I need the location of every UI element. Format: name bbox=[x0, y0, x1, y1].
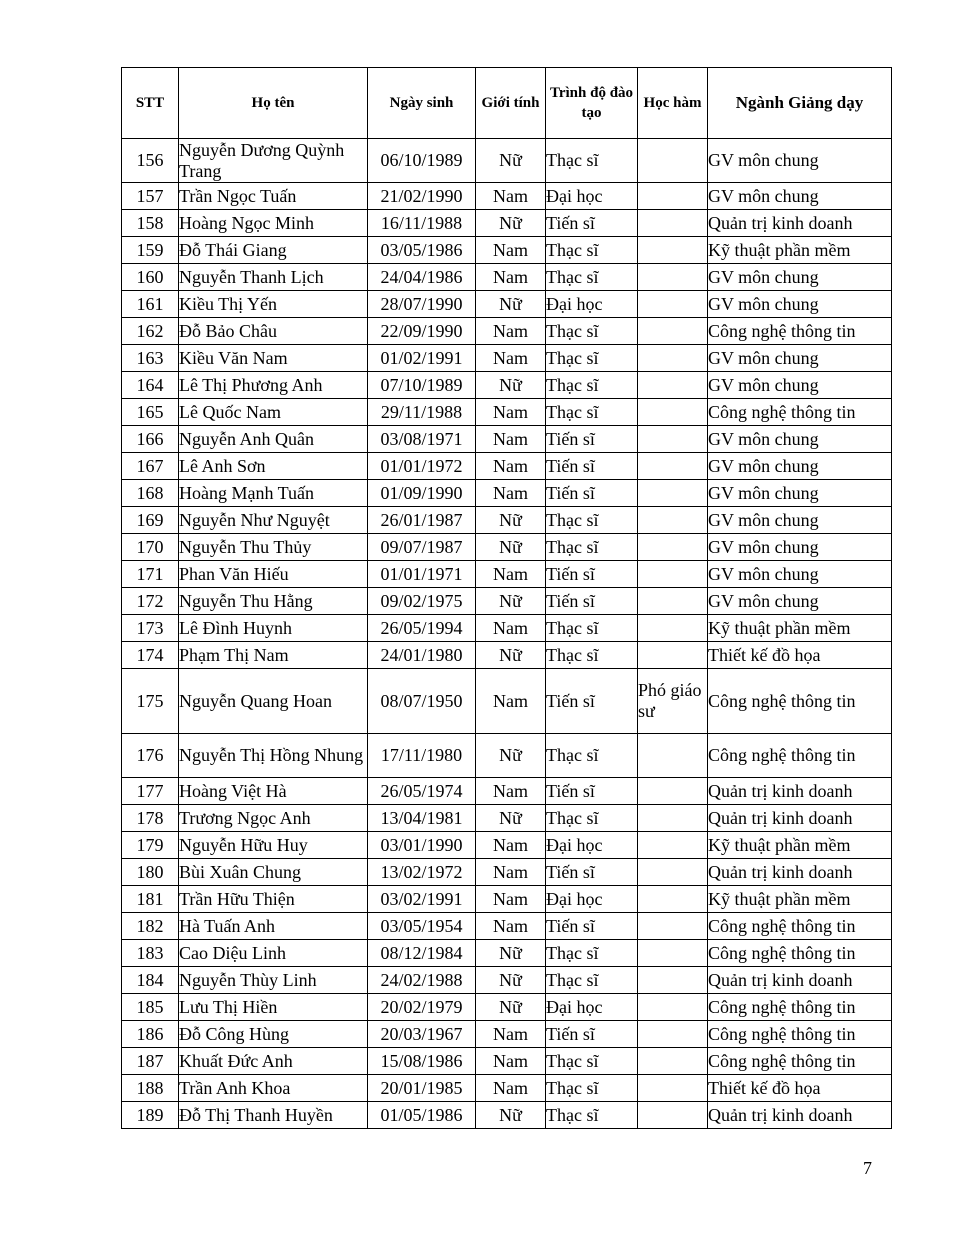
table-row bbox=[122, 318, 892, 345]
cell-title bbox=[638, 480, 708, 507]
cell-dob: 16/11/1988 bbox=[368, 210, 476, 237]
cell-stt: 161 bbox=[122, 291, 179, 318]
cell-dob: 28/07/1990 bbox=[368, 291, 476, 318]
cell-stt: 166 bbox=[122, 426, 179, 453]
cell-stt: 180 bbox=[122, 859, 179, 886]
cell-gender: Nam bbox=[476, 426, 546, 453]
cell-name: Nguyễn Thu Thủy bbox=[179, 534, 368, 561]
cell-stt: 189 bbox=[122, 1102, 179, 1129]
cell-name: Cao Diệu Linh bbox=[179, 940, 368, 967]
table-row bbox=[122, 669, 892, 734]
cell-gender: Nam bbox=[476, 318, 546, 345]
table-row bbox=[122, 1048, 892, 1075]
cell-degree: Tiến sĩ bbox=[546, 453, 638, 480]
cell-gender: Nam bbox=[476, 237, 546, 264]
cell-major: Thiết kế đồ họa bbox=[708, 642, 892, 669]
cell-dob: 01/09/1990 bbox=[368, 480, 476, 507]
header-major: Ngành Giảng dạy bbox=[708, 68, 892, 139]
table-row bbox=[122, 734, 892, 778]
table-row bbox=[122, 859, 892, 886]
cell-dob: 13/04/1981 bbox=[368, 805, 476, 832]
cell-major: GV môn chung bbox=[708, 534, 892, 561]
table-row bbox=[122, 1021, 892, 1048]
cell-degree: Thạc sĩ bbox=[546, 372, 638, 399]
cell-major: Quản trị kinh doanh bbox=[708, 778, 892, 805]
page-number: 7 bbox=[863, 1158, 872, 1178]
cell-stt: 172 bbox=[122, 588, 179, 615]
cell-major: Công nghệ thông tin bbox=[708, 994, 892, 1021]
cell-title bbox=[638, 859, 708, 886]
cell-name: Trần Hữu Thiện bbox=[179, 886, 368, 913]
cell-major: GV môn chung bbox=[708, 139, 892, 183]
cell-gender: Nam bbox=[476, 399, 546, 426]
cell-stt: 186 bbox=[122, 1021, 179, 1048]
cell-stt: 187 bbox=[122, 1048, 179, 1075]
cell-title bbox=[638, 805, 708, 832]
cell-name: Nguyễn Thu Hằng bbox=[179, 588, 368, 615]
table-row bbox=[122, 291, 892, 318]
header-gender: Giới tính bbox=[476, 68, 546, 139]
cell-dob: 01/05/1986 bbox=[368, 1102, 476, 1129]
cell-degree: Thạc sĩ bbox=[546, 1075, 638, 1102]
cell-dob: 03/05/1954 bbox=[368, 913, 476, 940]
cell-gender: Nữ bbox=[476, 994, 546, 1021]
cell-degree: Thạc sĩ bbox=[546, 1102, 638, 1129]
cell-gender: Nữ bbox=[476, 805, 546, 832]
cell-stt: 179 bbox=[122, 832, 179, 859]
cell-degree: Tiến sĩ bbox=[546, 561, 638, 588]
cell-name: Kiều Thị Yến bbox=[179, 291, 368, 318]
cell-title bbox=[638, 940, 708, 967]
cell-stt: 184 bbox=[122, 967, 179, 994]
cell-major: Công nghệ thông tin bbox=[708, 1048, 892, 1075]
table-row bbox=[122, 561, 892, 588]
cell-degree: Thạc sĩ bbox=[546, 139, 638, 183]
cell-title bbox=[638, 372, 708, 399]
cell-dob: 06/10/1989 bbox=[368, 139, 476, 183]
table-row bbox=[122, 615, 892, 642]
cell-degree: Thạc sĩ bbox=[546, 399, 638, 426]
cell-dob: 01/01/1971 bbox=[368, 561, 476, 588]
cell-stt: 163 bbox=[122, 345, 179, 372]
cell-stt: 158 bbox=[122, 210, 179, 237]
cell-title bbox=[638, 1021, 708, 1048]
cell-name: Kiều Văn Nam bbox=[179, 345, 368, 372]
table-row bbox=[122, 778, 892, 805]
cell-gender: Nam bbox=[476, 886, 546, 913]
cell-gender: Nam bbox=[476, 345, 546, 372]
table-row bbox=[122, 399, 892, 426]
cell-dob: 03/02/1991 bbox=[368, 886, 476, 913]
cell-name: Nguyễn Thùy Linh bbox=[179, 967, 368, 994]
cell-gender: Nữ bbox=[476, 940, 546, 967]
cell-title: Phó giáo sư bbox=[638, 669, 708, 734]
cell-degree: Đại học bbox=[546, 832, 638, 859]
cell-dob: 17/11/1980 bbox=[368, 734, 476, 778]
cell-title bbox=[638, 453, 708, 480]
header-dob: Ngày sinh bbox=[368, 68, 476, 139]
cell-stt: 156 bbox=[122, 139, 179, 183]
cell-title bbox=[638, 886, 708, 913]
table-row bbox=[122, 642, 892, 669]
cell-gender: Nữ bbox=[476, 372, 546, 399]
cell-name: Trương Ngọc Anh bbox=[179, 805, 368, 832]
cell-title bbox=[638, 139, 708, 183]
table-row bbox=[122, 805, 892, 832]
cell-name: Nguyễn Quang Hoan bbox=[179, 669, 368, 734]
header-row bbox=[122, 68, 892, 139]
table-row bbox=[122, 832, 892, 859]
cell-major: Quản trị kinh doanh bbox=[708, 1102, 892, 1129]
cell-stt: 178 bbox=[122, 805, 179, 832]
cell-major: GV môn chung bbox=[708, 453, 892, 480]
cell-dob: 08/07/1950 bbox=[368, 669, 476, 734]
cell-dob: 21/02/1990 bbox=[368, 183, 476, 210]
cell-major: Công nghệ thông tin bbox=[708, 940, 892, 967]
cell-dob: 07/10/1989 bbox=[368, 372, 476, 399]
cell-name: Lê Anh Sơn bbox=[179, 453, 368, 480]
cell-title bbox=[638, 237, 708, 264]
cell-gender: Nam bbox=[476, 859, 546, 886]
cell-dob: 13/02/1972 bbox=[368, 859, 476, 886]
cell-dob: 26/05/1994 bbox=[368, 615, 476, 642]
cell-stt: 176 bbox=[122, 734, 179, 778]
staff-table bbox=[121, 67, 892, 1129]
cell-major: GV môn chung bbox=[708, 426, 892, 453]
cell-major: GV môn chung bbox=[708, 588, 892, 615]
cell-degree: Thạc sĩ bbox=[546, 940, 638, 967]
cell-gender: Nam bbox=[476, 669, 546, 734]
cell-dob: 03/05/1986 bbox=[368, 237, 476, 264]
cell-major: Công nghệ thông tin bbox=[708, 669, 892, 734]
cell-stt: 173 bbox=[122, 615, 179, 642]
cell-stt: 168 bbox=[122, 480, 179, 507]
cell-degree: Tiến sĩ bbox=[546, 669, 638, 734]
cell-major: GV môn chung bbox=[708, 183, 892, 210]
cell-stt: 169 bbox=[122, 507, 179, 534]
cell-name: Nguyễn Thanh Lịch bbox=[179, 264, 368, 291]
cell-degree: Thạc sĩ bbox=[546, 642, 638, 669]
cell-stt: 188 bbox=[122, 1075, 179, 1102]
cell-major: GV môn chung bbox=[708, 372, 892, 399]
cell-gender: Nữ bbox=[476, 139, 546, 183]
cell-gender: Nữ bbox=[476, 210, 546, 237]
cell-major: Quản trị kinh doanh bbox=[708, 805, 892, 832]
cell-gender: Nữ bbox=[476, 1102, 546, 1129]
header-name: Họ tên bbox=[179, 68, 368, 139]
cell-stt: 170 bbox=[122, 534, 179, 561]
cell-degree: Thạc sĩ bbox=[546, 345, 638, 372]
cell-title bbox=[638, 588, 708, 615]
cell-gender: Nữ bbox=[476, 642, 546, 669]
cell-major: Công nghệ thông tin bbox=[708, 399, 892, 426]
cell-dob: 20/03/1967 bbox=[368, 1021, 476, 1048]
cell-name: Lê Quốc Nam bbox=[179, 399, 368, 426]
cell-degree: Đại học bbox=[546, 886, 638, 913]
cell-major: Thiết kế đồ họa bbox=[708, 1075, 892, 1102]
cell-degree: Thạc sĩ bbox=[546, 805, 638, 832]
cell-major: Quản trị kinh doanh bbox=[708, 967, 892, 994]
cell-dob: 20/02/1979 bbox=[368, 994, 476, 1021]
cell-gender: Nam bbox=[476, 832, 546, 859]
cell-degree: Đại học bbox=[546, 994, 638, 1021]
cell-major: GV môn chung bbox=[708, 561, 892, 588]
cell-degree: Thạc sĩ bbox=[546, 507, 638, 534]
cell-gender: Nam bbox=[476, 1021, 546, 1048]
cell-stt: 181 bbox=[122, 886, 179, 913]
cell-title bbox=[638, 615, 708, 642]
cell-degree: Đại học bbox=[546, 291, 638, 318]
cell-degree: Tiến sĩ bbox=[546, 859, 638, 886]
table-row bbox=[122, 940, 892, 967]
cell-name: Trần Ngọc Tuấn bbox=[179, 183, 368, 210]
cell-dob: 01/02/1991 bbox=[368, 345, 476, 372]
cell-gender: Nam bbox=[476, 480, 546, 507]
cell-gender: Nam bbox=[476, 453, 546, 480]
cell-stt: 162 bbox=[122, 318, 179, 345]
cell-stt: 183 bbox=[122, 940, 179, 967]
cell-name: Nguyễn Hữu Huy bbox=[179, 832, 368, 859]
cell-major: Công nghệ thông tin bbox=[708, 1021, 892, 1048]
cell-degree: Tiến sĩ bbox=[546, 1021, 638, 1048]
cell-name: Lê Thị Phương Anh bbox=[179, 372, 368, 399]
cell-degree: Tiến sĩ bbox=[546, 426, 638, 453]
cell-degree: Tiến sĩ bbox=[546, 913, 638, 940]
cell-name: Phạm Thị Nam bbox=[179, 642, 368, 669]
cell-dob: 09/02/1975 bbox=[368, 588, 476, 615]
cell-name: Đỗ Thái Giang bbox=[179, 237, 368, 264]
table-row bbox=[122, 1075, 892, 1102]
cell-stt: 182 bbox=[122, 913, 179, 940]
cell-gender: Nữ bbox=[476, 588, 546, 615]
cell-major: GV môn chung bbox=[708, 264, 892, 291]
cell-name: Hoàng Ngọc Minh bbox=[179, 210, 368, 237]
cell-major: Kỹ thuật phần mềm bbox=[708, 615, 892, 642]
cell-gender: Nữ bbox=[476, 734, 546, 778]
cell-stt: 160 bbox=[122, 264, 179, 291]
cell-title bbox=[638, 1048, 708, 1075]
cell-degree: Thạc sĩ bbox=[546, 615, 638, 642]
cell-dob: 01/01/1972 bbox=[368, 453, 476, 480]
table-row bbox=[122, 237, 892, 264]
cell-stt: 171 bbox=[122, 561, 179, 588]
table-row bbox=[122, 967, 892, 994]
cell-stt: 159 bbox=[122, 237, 179, 264]
table-body bbox=[122, 139, 892, 1129]
cell-degree: Thạc sĩ bbox=[546, 237, 638, 264]
cell-title bbox=[638, 507, 708, 534]
cell-major: Công nghệ thông tin bbox=[708, 913, 892, 940]
cell-gender: Nữ bbox=[476, 534, 546, 561]
cell-dob: 08/12/1984 bbox=[368, 940, 476, 967]
cell-gender: Nam bbox=[476, 264, 546, 291]
cell-name: Trần Anh Khoa bbox=[179, 1075, 368, 1102]
table-row bbox=[122, 183, 892, 210]
cell-name: Nguyễn Như Nguyệt bbox=[179, 507, 368, 534]
cell-gender: Nữ bbox=[476, 507, 546, 534]
cell-name: Hoàng Mạnh Tuấn bbox=[179, 480, 368, 507]
cell-gender: Nam bbox=[476, 913, 546, 940]
cell-dob: 15/08/1986 bbox=[368, 1048, 476, 1075]
table-row bbox=[122, 210, 892, 237]
cell-title bbox=[638, 1102, 708, 1129]
cell-title bbox=[638, 1075, 708, 1102]
cell-stt: 175 bbox=[122, 669, 179, 734]
cell-gender: Nam bbox=[476, 561, 546, 588]
cell-gender: Nam bbox=[476, 1048, 546, 1075]
cell-stt: 177 bbox=[122, 778, 179, 805]
cell-dob: 22/09/1990 bbox=[368, 318, 476, 345]
cell-dob: 20/01/1985 bbox=[368, 1075, 476, 1102]
cell-name: Hà Tuấn Anh bbox=[179, 913, 368, 940]
cell-degree: Thạc sĩ bbox=[546, 534, 638, 561]
cell-dob: 26/05/1974 bbox=[368, 778, 476, 805]
cell-gender: Nam bbox=[476, 183, 546, 210]
cell-dob: 24/04/1986 bbox=[368, 264, 476, 291]
cell-title bbox=[638, 183, 708, 210]
table-row bbox=[122, 886, 892, 913]
cell-degree: Thạc sĩ bbox=[546, 318, 638, 345]
table-row bbox=[122, 1102, 892, 1129]
cell-title bbox=[638, 399, 708, 426]
cell-degree: Tiến sĩ bbox=[546, 480, 638, 507]
cell-title bbox=[638, 534, 708, 561]
cell-major: Quản trị kinh doanh bbox=[708, 210, 892, 237]
cell-degree: Thạc sĩ bbox=[546, 734, 638, 778]
cell-degree: Thạc sĩ bbox=[546, 264, 638, 291]
cell-gender: Nữ bbox=[476, 967, 546, 994]
cell-degree: Đại học bbox=[546, 183, 638, 210]
cell-gender: Nam bbox=[476, 778, 546, 805]
table-row bbox=[122, 264, 892, 291]
cell-name: Phan Văn Hiếu bbox=[179, 561, 368, 588]
header-title: Học hàm bbox=[638, 68, 708, 139]
table-row bbox=[122, 588, 892, 615]
cell-stt: 164 bbox=[122, 372, 179, 399]
cell-name: Đỗ Công Hùng bbox=[179, 1021, 368, 1048]
cell-name: Lưu Thị Hiền bbox=[179, 994, 368, 1021]
cell-title bbox=[638, 778, 708, 805]
cell-gender: Nữ bbox=[476, 291, 546, 318]
cell-gender: Nam bbox=[476, 1075, 546, 1102]
cell-major: GV môn chung bbox=[708, 345, 892, 372]
cell-name: Nguyễn Dương Quỳnh Trang bbox=[179, 139, 368, 183]
cell-title bbox=[638, 345, 708, 372]
table-row bbox=[122, 372, 892, 399]
cell-title bbox=[638, 291, 708, 318]
cell-title bbox=[638, 967, 708, 994]
cell-dob: 03/08/1971 bbox=[368, 426, 476, 453]
cell-title bbox=[638, 210, 708, 237]
cell-major: Công nghệ thông tin bbox=[708, 734, 892, 778]
cell-degree: Tiến sĩ bbox=[546, 210, 638, 237]
cell-major: Kỹ thuật phần mềm bbox=[708, 832, 892, 859]
table-row bbox=[122, 139, 892, 183]
cell-stt: 174 bbox=[122, 642, 179, 669]
cell-title bbox=[638, 913, 708, 940]
cell-title bbox=[638, 832, 708, 859]
cell-name: Hoàng Việt Hà bbox=[179, 778, 368, 805]
cell-title bbox=[638, 994, 708, 1021]
table-row bbox=[122, 913, 892, 940]
cell-name: Lê Đình Huynh bbox=[179, 615, 368, 642]
cell-stt: 157 bbox=[122, 183, 179, 210]
table-row bbox=[122, 345, 892, 372]
cell-major: Công nghệ thông tin bbox=[708, 318, 892, 345]
cell-major: GV môn chung bbox=[708, 507, 892, 534]
cell-dob: 29/11/1988 bbox=[368, 399, 476, 426]
cell-degree: Thạc sĩ bbox=[546, 967, 638, 994]
cell-dob: 09/07/1987 bbox=[368, 534, 476, 561]
table-row bbox=[122, 480, 892, 507]
table-row bbox=[122, 994, 892, 1021]
cell-dob: 24/01/1980 bbox=[368, 642, 476, 669]
table-row bbox=[122, 453, 892, 480]
table-row bbox=[122, 534, 892, 561]
table-row bbox=[122, 426, 892, 453]
cell-gender: Nam bbox=[476, 615, 546, 642]
cell-title bbox=[638, 642, 708, 669]
cell-name: Nguyễn Anh Quân bbox=[179, 426, 368, 453]
table-row bbox=[122, 507, 892, 534]
cell-stt: 167 bbox=[122, 453, 179, 480]
cell-major: GV môn chung bbox=[708, 291, 892, 318]
cell-title bbox=[638, 734, 708, 778]
cell-major: Kỹ thuật phần mềm bbox=[708, 886, 892, 913]
cell-major: Quản trị kinh doanh bbox=[708, 859, 892, 886]
cell-name: Đỗ Bảo Châu bbox=[179, 318, 368, 345]
cell-major: GV môn chung bbox=[708, 480, 892, 507]
cell-title bbox=[638, 426, 708, 453]
cell-major: Kỹ thuật phần mềm bbox=[708, 237, 892, 264]
cell-name: Bùi Xuân Chung bbox=[179, 859, 368, 886]
cell-degree: Thạc sĩ bbox=[546, 1048, 638, 1075]
header-degree: Trình độ đào tạo bbox=[546, 68, 638, 139]
cell-dob: 03/01/1990 bbox=[368, 832, 476, 859]
cell-dob: 24/02/1988 bbox=[368, 967, 476, 994]
cell-degree: Tiến sĩ bbox=[546, 588, 638, 615]
cell-degree: Tiến sĩ bbox=[546, 778, 638, 805]
cell-name: Nguyễn Thị Hồng Nhung bbox=[179, 734, 368, 778]
cell-title bbox=[638, 561, 708, 588]
cell-stt: 185 bbox=[122, 994, 179, 1021]
cell-name: Khuất Đức Anh bbox=[179, 1048, 368, 1075]
header-stt: STT bbox=[122, 68, 179, 139]
cell-name: Đỗ Thị Thanh Huyền bbox=[179, 1102, 368, 1129]
cell-title bbox=[638, 264, 708, 291]
cell-title bbox=[638, 318, 708, 345]
cell-stt: 165 bbox=[122, 399, 179, 426]
cell-dob: 26/01/1987 bbox=[368, 507, 476, 534]
